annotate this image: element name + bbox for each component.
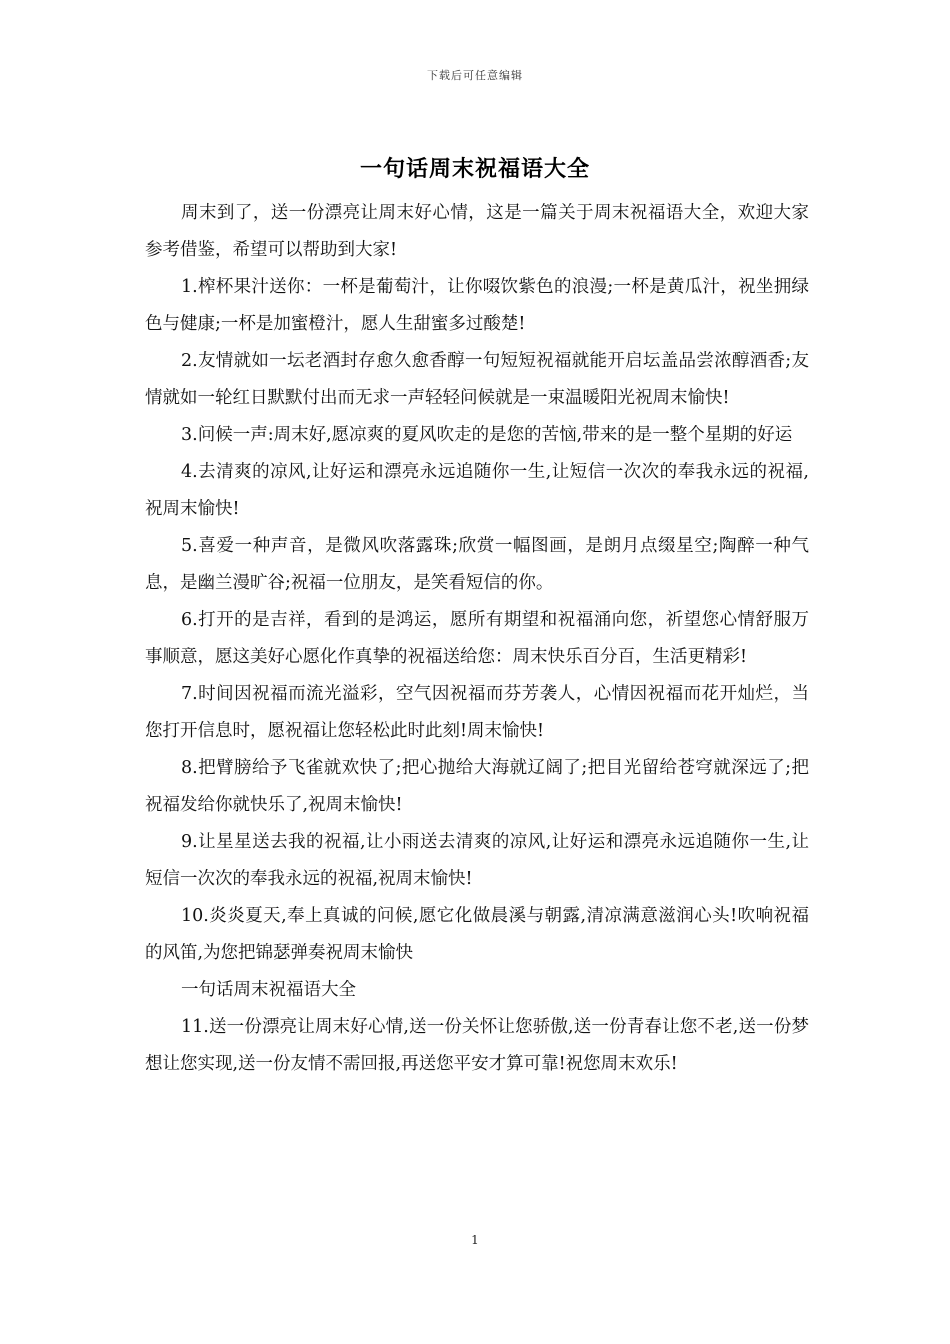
blessing-item-6: 6.打开的是吉祥，看到的是鸿运，愿所有期望和祝福涌向您，祈望您心情舒服万事顺意，愿这美好心愿化作真挚的祝福送给您：周末快乐百分百，生活更精彩! <box>145 610 809 667</box>
blessing-item-8: 8.把臂膀给予飞雀就欢快了;把心抛给大海就辽阔了;把目光留给苍穹就深远了;把祝福发给你就快乐了,祝周末愉快! <box>145 758 809 815</box>
blessing-item-5: 5.喜爱一种声音，是微风吹落露珠;欣赏一幅图画，是朗月点缀星空;陶醉一种气息，是幽兰漫旷谷;祝福一位朋友，是笑看短信的你。 <box>145 536 809 593</box>
header-note: 下载后可任意编辑 <box>427 69 523 82</box>
document-body <box>145 195 809 1083</box>
blessing-item-2: 2.友情就如一坛老酒封存愈久愈香醇一句短短祝福就能开启坛盖品尝浓醇酒香;友情就如一轮红日默默付出而无求一声轻轻问候就是一束温暖阳光祝周末愉快! <box>145 351 809 408</box>
blessing-item-11: 11.送一份漂亮让周末好心情,送一份关怀让您骄傲,送一份青春让您不老,送一份梦想让您实现,送一份友情不需回报,再送您平安才算可靠!祝您周末欢乐! <box>145 1017 809 1074</box>
blessing-item-7: 7.时间因祝福而流光溢彩，空气因祝福而芬芳袭人，心情因祝福而花开灿烂，当您打开信息时，愿祝福让您轻松此时此刻!周末愉快! <box>145 684 809 741</box>
intro-paragraph: 周末到了，送一份漂亮让周末好心情，这是一篇关于周末祝福语大全，欢迎大家参考借鉴，希望可以帮助到大家! <box>145 203 809 260</box>
blessing-item-1: 1.榨杯果汁送你：一杯是葡萄汁，让你啜饮紫色的浪漫;一杯是黄瓜汁，祝坐拥绿色与健康;一杯是加蜜橙汁，愿人生甜蜜多过酸楚! <box>145 277 809 334</box>
blessing-item-10: 10.炎炎夏天,奉上真诚的问候,愿它化做晨溪与朝露,清凉满意滋润心头!吹响祝福的风笛,为您把锦瑟弹奏祝周末愉快 <box>145 906 809 963</box>
blessing-item-9: 9.让星星送去我的祝福,让小雨送去清爽的凉风,让好运和漂亮永远追随你一生,让短信一次次的奉我永远的祝福,祝周末愉快! <box>145 832 809 889</box>
page-number: 1 <box>471 1233 479 1247</box>
page-title: 一句话周末祝福语大全 <box>359 156 590 182</box>
blessing-item-3: 3.问候一声:周末好,愿凉爽的夏风吹走的是您的苦恼,带来的是一整个星期的好运 <box>181 425 793 445</box>
blessing-item-4: 4.去清爽的凉风,让好运和漂亮永远追随你一生,让短信一次次的奉我永远的祝福,祝周末愉快! <box>145 462 809 519</box>
section-subheading: 一句话周末祝福语大全 <box>181 980 356 1000</box>
